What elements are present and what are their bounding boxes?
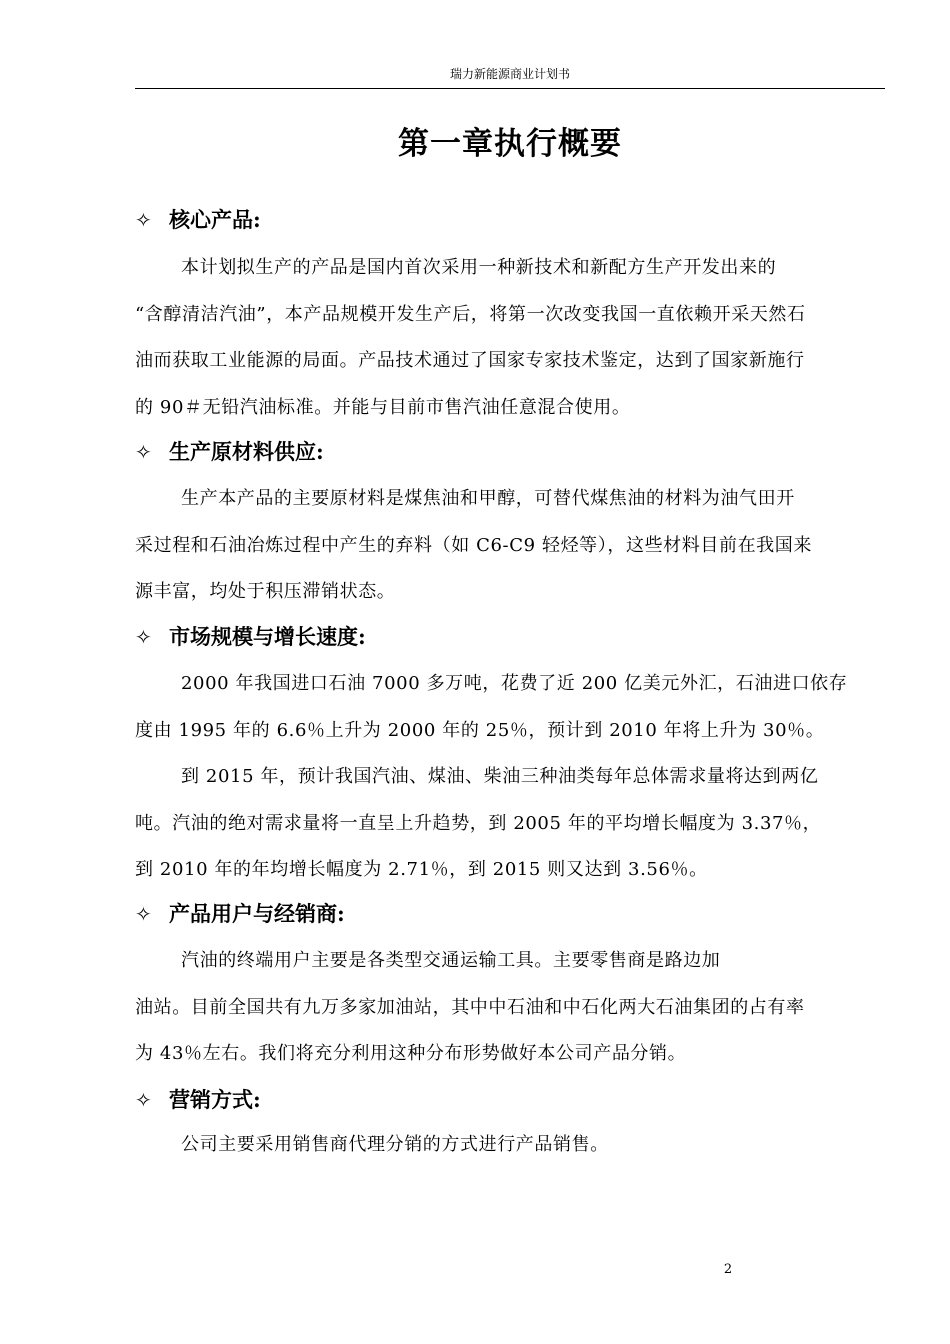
paragraph-line: 生产本产品的主要原材料是煤焦油和甲醇，可替代煤焦油的材料为油气田开 [181, 488, 795, 509]
section-heading-text: 核心产品: [169, 207, 261, 232]
paragraph-line: 2000 年我国进口石油 7000 多万吨，花费了近 200 亿美元外汇，石油进口依存 [181, 673, 848, 694]
running-header: 瑞力新能源商业计划书 [449, 67, 570, 81]
paragraph-line: 汽油的终端用户主要是各类型交通运输工具。主要零售商是路边加 [181, 950, 721, 971]
paragraph-market-size [135, 661, 885, 894]
section-heading-text: 营销方式: [169, 1087, 261, 1112]
diamond-bullet-icon: ✧ [135, 902, 152, 926]
paragraph-raw-materials [135, 476, 885, 616]
page-number: 2 [723, 1262, 733, 1277]
section-heading-core-product [135, 205, 885, 235]
paragraph-users-distributors [135, 938, 885, 1078]
paragraph-line: 源丰富，均处于积压滞销状态。 [135, 581, 396, 602]
paragraph-core-product [135, 245, 885, 431]
paragraph-line: “含醇清洁汽油”，本产品规模开发生产后，将第一次改变我国一直依赖开采天然石 [135, 303, 806, 325]
paragraph-line: 为 43％左右。我们将充分利用这种分布形势做好本公司产品分销。 [135, 1043, 687, 1064]
paragraph-marketing [135, 1122, 885, 1169]
paragraph-line: 到 2015 年，预计我国汽油、煤油、柴油三种油类每年总体需求量将达到两亿 [181, 766, 819, 787]
paragraph-line: 吨。汽油的绝对需求量将一直呈上升趋势，到 2005 年的平均增长幅度为 3.37％， [135, 812, 822, 834]
paragraph-line: 油而获取工业能源的局面。产品技术通过了国家专家技术鉴定，达到了国家新施行 [135, 350, 805, 371]
section-heading-marketing [135, 1085, 885, 1115]
chapter-title: 第一章执行概要 [398, 126, 622, 162]
section-heading-users-distributors [135, 899, 885, 929]
diamond-bullet-icon: ✧ [135, 1088, 152, 1112]
section-heading-text: 生产原材料供应: [169, 439, 324, 464]
paragraph-line: 公司主要采用销售商代理分销的方式进行产品销售。 [181, 1134, 609, 1155]
paragraph-line: 本计划拟生产的产品是国内首次采用一种新技术和新配方生产开发出来的 [181, 257, 777, 278]
header-rule [135, 88, 885, 89]
section-heading-text: 市场规模与增长速度: [169, 624, 366, 649]
diamond-bullet-icon: ✧ [135, 625, 152, 649]
paragraph-line: 油站。目前全国共有九万多家加油站，其中中石油和中石化两大石油集团的占有率 [135, 996, 805, 1018]
section-heading-raw-materials [135, 437, 885, 467]
paragraph-line: 度由 1995 年的 6.6％上升为 2000 年的 25％，预计到 2010 年将上升为 30％。 [135, 719, 825, 741]
paragraph-line: 到 2010 年的年均增长幅度为 2.71％，到 2015 则又达到 3.56％。 [135, 859, 708, 880]
paragraph-line: 采过程和石油冶炼过程中产生的弃料（如 C6-C9 轻烃等），这些材料目前在我国来 [135, 534, 812, 556]
diamond-bullet-icon: ✧ [135, 440, 152, 464]
diamond-bullet-icon: ✧ [135, 208, 152, 232]
section-heading-text: 产品用户与经销商: [169, 901, 345, 926]
section-heading-market-size [135, 622, 885, 652]
paragraph-line: 的 90＃无铅汽油标准。并能与目前市售汽油任意混合使用。 [135, 396, 631, 418]
